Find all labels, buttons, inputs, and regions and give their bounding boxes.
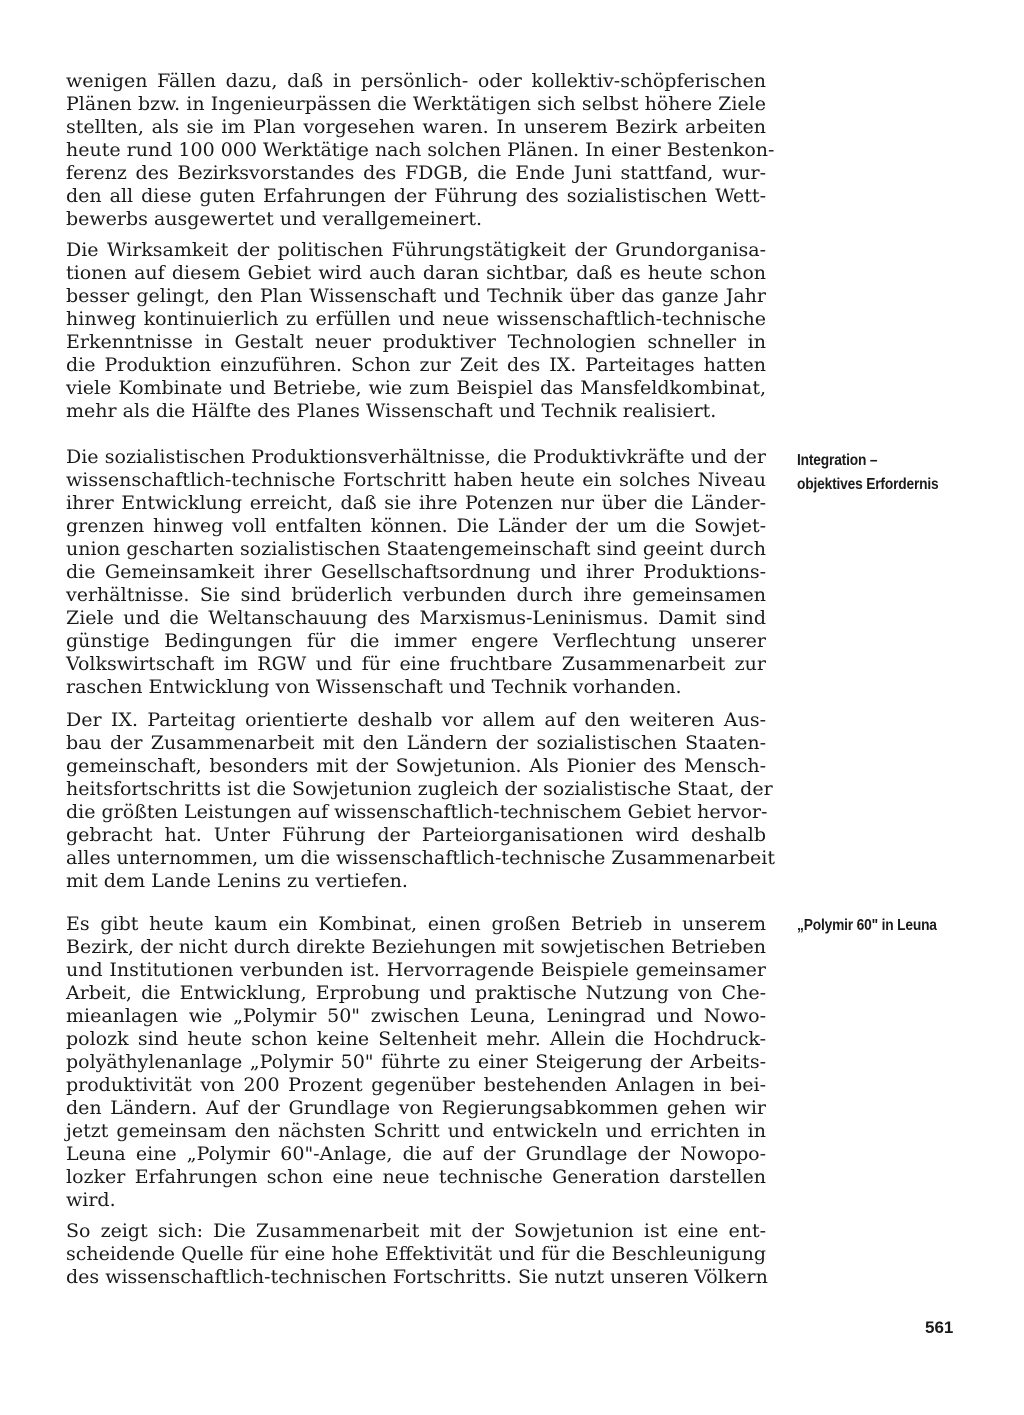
text-line: wird. [66, 1189, 116, 1211]
text-line: polyäthylenanlage „Polymir 50" führte zu einer Steigerung der Arbeits- [66, 1051, 766, 1073]
text-line: bau der Zusammenarbeit mit den Ländern der sozialistischen Staaten- [66, 732, 766, 754]
text-line: des wissenschaftlich-technischen Fortschritts. Sie nutzt unseren Völkern [66, 1266, 768, 1288]
text-line: Es gibt heute kaum ein Kombinat, einen großen Betrieb in unserem [66, 913, 766, 935]
margin-note-polymir [797, 914, 937, 938]
text-line: Die sozialistischen Produktionsverhältnisse, die Produktivkräfte und der [66, 446, 766, 468]
text-line: den Ländern. Auf der Grundlage von Regierungsabkommen gehen wir [66, 1097, 766, 1119]
text-line: Leuna eine „Polymir 60"-Anlage, die auf der Grundlage der Nowopo- [66, 1143, 766, 1165]
text-line: Erkenntnisse in Gestalt neuer produktiver Technologien schneller in [66, 331, 766, 353]
text-line: Die Wirksamkeit der politischen Führungstätigkeit der Grundorganisa- [66, 239, 766, 261]
text-line: hinweg kontinuierlich zu erfüllen und neue wissenschaftlich-technische [66, 308, 766, 330]
text-line: heitsfortschritts ist die Sowjetunion zugleich der sozialistische Staat, der [66, 778, 773, 800]
margin-note-line: „Polymir 60" in Leuna [797, 917, 937, 934]
text-line: lozker Erfahrungen schon eine neue technische Generation darstellen [66, 1166, 766, 1188]
text-line: polozk sind heute schon keine Seltenheit mehr. Allein die Hochdruck- [66, 1028, 766, 1050]
text-line: Arbeit, die Entwicklung, Erprobung und praktische Nutzung von Che- [66, 982, 766, 1004]
text-line: Plänen bzw. in Ingenieurpässen die Werktätigen sich selbst höhere Ziele [66, 93, 766, 115]
text-line: ihrer Entwicklung erreicht, daß sie ihre Potenzen nur über die Länder- [66, 492, 766, 514]
text-line: die Gemeinsamkeit ihrer Gesellschaftsordnung und ihrer Produktions- [66, 561, 766, 583]
text-line: mehr als die Hälfte des Planes Wissenschaft und Technik realisiert. [66, 400, 717, 422]
text-line: heute rund 100 000 Werktätige nach solchen Plänen. In einer Bestenkon- [66, 139, 775, 161]
text-line: Volkswirtschaft im RGW und für eine fruchtbare Zusammenarbeit zur [66, 653, 766, 675]
page-number: 561 [925, 1318, 954, 1337]
text-line: ferenz des Bezirksvorstandes des FDGB, die Ende Juni stattfand, wur- [66, 162, 766, 184]
text-line: jetzt gemeinsam den nächsten Schritt und entwickeln und errichten in [66, 1120, 766, 1142]
text-line: mit dem Lande Lenins zu vertiefen. [66, 870, 408, 892]
text-line: die größten Leistungen auf wissenschaftlich-technischem Gebiet hervor- [66, 801, 768, 823]
text-line: Ziele und die Weltanschauung des Marxismus-Leninismus. Damit sind [66, 607, 766, 629]
text-line: tionen auf diesem Gebiet wird auch daran sichtbar, daß es heute schon [66, 262, 766, 284]
text-line: So zeigt sich: Die Zusammenarbeit mit der Sowjetunion ist eine ent- [66, 1220, 766, 1242]
text-line: günstige Bedingungen für die immer engere Verflechtung unserer [66, 630, 766, 652]
text-line: produktivität von 200 Prozent gegenüber bestehenden Anlagen in bei- [66, 1074, 766, 1096]
text-line: alles unternommen, um die wissenschaftlich-technische Zusammenarbeit [66, 847, 775, 869]
text-line: und Institutionen verbunden ist. Hervorragende Beispiele gemeinsamer [66, 959, 766, 981]
text-line: wissenschaftlich-technische Fortschritt haben heute ein solches Niveau [66, 469, 766, 491]
text-line: Der IX. Parteitag orientierte deshalb vor allem auf den weiteren Aus- [66, 709, 766, 731]
text-line: raschen Entwicklung von Wissenschaft und Technik vorhanden. [66, 676, 682, 698]
text-line: den all diese guten Erfahrungen der Führung des sozialistischen Wett- [66, 185, 766, 207]
text-line: gemeinschaft, besonders mit der Sowjetunion. Als Pionier des Mensch- [66, 755, 766, 777]
text-line: scheidende Quelle für eine hohe Effektivität und für die Beschleunigung [66, 1243, 766, 1265]
text-line: viele Kombinate und Betriebe, wie zum Beispiel das Mansfeldkombinat, [66, 377, 766, 399]
margin-note-line: Integration – [797, 452, 878, 469]
text-line: die Produktion einzuführen. Schon zur Zeit des IX. Parteitages hatten [66, 354, 766, 376]
text-line: wenigen Fällen dazu, daß in persönlich- oder kollektiv-schöpferischen [66, 70, 766, 92]
margin-note-line: objektives Erfordernis [797, 476, 939, 493]
margin-note-integration [797, 449, 939, 497]
text-line: bewerbs ausgewertet und verallgemeinert. [66, 208, 483, 230]
text-line: union gescharten sozialistischen Staatengemeinschaft sind geeint durch [66, 538, 766, 560]
text-line: mieanlagen wie „Polymir 50" zwischen Leuna, Leningrad und Nowo- [66, 1005, 766, 1027]
text-line: grenzen hinweg voll entfalten können. Die Länder der um die Sowjet- [66, 515, 766, 537]
text-line: besser gelingt, den Plan Wissenschaft und Technik über das ganze Jahr [66, 285, 766, 307]
text-line: gebracht hat. Unter Führung der Parteiorganisationen wird deshalb [66, 824, 766, 846]
text-line: Bezirk, der nicht durch direkte Beziehungen mit sowjetischen Betrieben [66, 936, 766, 958]
text-line: verhältnisse. Sie sind brüderlich verbunden durch ihre gemeinsamen [66, 584, 766, 606]
text-line: stellten, als sie im Plan vorgesehen waren. In unserem Bezirk arbeiten [66, 116, 766, 138]
